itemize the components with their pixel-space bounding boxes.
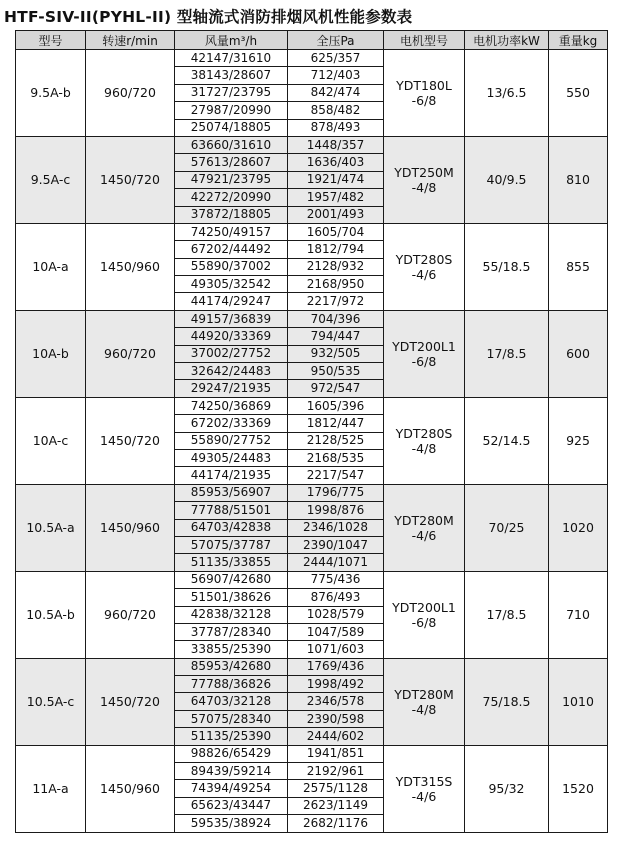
pressure-cell: 1812/447 [288, 415, 384, 432]
pressure-cell: 972/547 [288, 380, 384, 397]
airflow-cell: 44174/29247 [175, 293, 288, 310]
pressure-cell: 2217/547 [288, 467, 384, 484]
header-speed: 转速r/min [86, 31, 175, 50]
airflow-cell: 49305/32542 [175, 276, 288, 293]
airflow-cell: 89439/59214 [175, 763, 288, 780]
motor-power-cell: 75/18.5 [465, 658, 549, 745]
airflow-cell: 57075/28340 [175, 710, 288, 727]
motor-model-line1: YDT280M [394, 686, 454, 702]
model-group [16, 50, 608, 137]
motor-model-cell [384, 484, 465, 571]
motor-model-cell [384, 136, 465, 223]
airflow-cell: 49305/24483 [175, 449, 288, 466]
motor-model-line1: YDT280M [394, 512, 454, 528]
airflow-cell: 51135/25390 [175, 728, 288, 745]
motor-model-line2: -4/6 [411, 527, 437, 543]
pressure-cell: 2444/1071 [288, 554, 384, 571]
performance-table [15, 30, 608, 833]
model-cell: 10A-a [16, 223, 86, 310]
header-motor-power: 电机功率kW [465, 31, 549, 50]
header-motor-model: 电机型号 [384, 31, 465, 50]
speed-cell: 960/720 [86, 310, 175, 397]
header-pressure: 全压Pa [288, 31, 384, 50]
speed-cell: 1450/960 [86, 745, 175, 832]
airflow-cell: 47921/23795 [175, 171, 288, 188]
model-cell: 10.5A-a [16, 484, 86, 571]
motor-model-line2: -4/8 [411, 440, 437, 456]
speed-cell: 960/720 [86, 571, 175, 658]
motor-power-cell: 13/6.5 [465, 50, 549, 137]
motor-model-line1: YDT200L1 [392, 338, 456, 354]
weight-cell: 710 [549, 571, 608, 658]
pressure-cell: 2168/535 [288, 449, 384, 466]
pressure-cell: 878/493 [288, 119, 384, 136]
page-title: HTF-SIV-II(PYHL-II) 型轴流式消防排烟风机性能参数表 [4, 8, 413, 26]
airflow-cell: 37787/28340 [175, 623, 288, 640]
header-weight: 重量kg [549, 31, 608, 50]
speed-cell: 1450/720 [86, 397, 175, 484]
table-row [16, 484, 608, 501]
motor-model-line2: -6/8 [411, 353, 437, 369]
pressure-cell: 1071/603 [288, 641, 384, 658]
pressure-cell: 1796/775 [288, 484, 384, 501]
airflow-cell: 27987/20990 [175, 102, 288, 119]
pressure-cell: 2346/1028 [288, 519, 384, 536]
pressure-cell: 2682/1176 [288, 815, 384, 832]
motor-model-line2: -4/6 [411, 788, 437, 804]
airflow-cell: 44174/21935 [175, 467, 288, 484]
airflow-cell: 74250/36869 [175, 397, 288, 414]
airflow-cell: 98826/65429 [175, 745, 288, 762]
model-group [16, 136, 608, 223]
motor-power-cell: 17/8.5 [465, 310, 549, 397]
airflow-cell: 38143/28607 [175, 67, 288, 84]
airflow-cell: 64703/32128 [175, 693, 288, 710]
model-cell: 10.5A-b [16, 571, 86, 658]
model-cell: 10A-b [16, 310, 86, 397]
pressure-cell: 775/436 [288, 571, 384, 588]
pressure-cell: 2001/493 [288, 206, 384, 223]
pressure-cell: 1636/403 [288, 154, 384, 171]
weight-cell: 1520 [549, 745, 608, 832]
motor-model-line1: YDT200L1 [392, 599, 456, 615]
pressure-cell: 625/357 [288, 50, 384, 67]
pressure-cell: 794/447 [288, 328, 384, 345]
model-cell: 10.5A-c [16, 658, 86, 745]
airflow-cell: 42272/20990 [175, 189, 288, 206]
airflow-cell: 67202/33369 [175, 415, 288, 432]
pressure-cell: 1047/589 [288, 623, 384, 640]
pressure-cell: 2444/602 [288, 728, 384, 745]
airflow-cell: 32642/24483 [175, 363, 288, 380]
airflow-cell: 37872/18805 [175, 206, 288, 223]
pressure-cell: 1448/357 [288, 136, 384, 153]
motor-power-cell: 52/14.5 [465, 397, 549, 484]
airflow-cell: 74250/49157 [175, 223, 288, 240]
pressure-cell: 1028/579 [288, 606, 384, 623]
airflow-cell: 55890/37002 [175, 258, 288, 275]
motor-power-cell: 70/25 [465, 484, 549, 571]
airflow-cell: 63660/31610 [175, 136, 288, 153]
airflow-cell: 29247/21935 [175, 380, 288, 397]
pressure-cell: 1957/482 [288, 189, 384, 206]
pressure-cell: 1921/474 [288, 171, 384, 188]
airflow-cell: 44920/33369 [175, 328, 288, 345]
airflow-cell: 77788/51501 [175, 502, 288, 519]
motor-model-line1: YDT180L [396, 77, 452, 93]
motor-model-line2: -4/8 [411, 179, 437, 195]
pressure-cell: 2390/1047 [288, 536, 384, 553]
airflow-cell: 59535/38924 [175, 815, 288, 832]
airflow-cell: 42838/32128 [175, 606, 288, 623]
airflow-cell: 85953/42680 [175, 658, 288, 675]
airflow-cell: 33855/25390 [175, 641, 288, 658]
pressure-cell: 2168/950 [288, 276, 384, 293]
motor-power-cell: 95/32 [465, 745, 549, 832]
airflow-cell: 85953/56907 [175, 484, 288, 501]
model-group [16, 310, 608, 397]
motor-model-cell [384, 571, 465, 658]
pressure-cell: 2575/1128 [288, 780, 384, 797]
pressure-cell: 2128/932 [288, 258, 384, 275]
airflow-cell: 64703/42838 [175, 519, 288, 536]
airflow-cell: 51501/38626 [175, 589, 288, 606]
pressure-cell: 858/482 [288, 102, 384, 119]
weight-cell: 810 [549, 136, 608, 223]
airflow-cell: 56907/42680 [175, 571, 288, 588]
table-row [16, 223, 608, 240]
pressure-cell: 704/396 [288, 310, 384, 327]
airflow-cell: 31727/23795 [175, 84, 288, 101]
airflow-cell: 25074/18805 [175, 119, 288, 136]
table-row [16, 397, 608, 414]
airflow-cell: 37002/27752 [175, 345, 288, 362]
airflow-cell: 57613/28607 [175, 154, 288, 171]
motor-model-line1: YDT280S [395, 425, 453, 441]
airflow-cell: 65623/43447 [175, 797, 288, 814]
weight-cell: 925 [549, 397, 608, 484]
speed-cell: 960/720 [86, 50, 175, 137]
pressure-cell: 1812/794 [288, 241, 384, 258]
model-group [16, 658, 608, 745]
pressure-cell: 2623/1149 [288, 797, 384, 814]
weight-cell: 600 [549, 310, 608, 397]
motor-model-cell [384, 50, 465, 137]
motor-model-line1: YDT250M [394, 164, 454, 180]
pressure-cell: 2217/972 [288, 293, 384, 310]
motor-power-cell: 17/8.5 [465, 571, 549, 658]
header-airflow: 风量m³/h [175, 31, 288, 50]
model-group [16, 571, 608, 658]
model-cell: 10A-c [16, 397, 86, 484]
model-group [16, 223, 608, 310]
table-row [16, 310, 608, 327]
motor-model-line1: YDT280S [395, 251, 453, 267]
table-row [16, 571, 608, 588]
motor-model-cell [384, 397, 465, 484]
table-row [16, 658, 608, 675]
table-header-row [16, 31, 608, 50]
speed-cell: 1450/960 [86, 223, 175, 310]
airflow-cell: 57075/37787 [175, 536, 288, 553]
speed-cell: 1450/960 [86, 484, 175, 571]
table-row [16, 136, 608, 153]
model-group [16, 397, 608, 484]
table-row [16, 745, 608, 762]
airflow-cell: 74394/49254 [175, 780, 288, 797]
pressure-cell: 2192/961 [288, 763, 384, 780]
weight-cell: 550 [549, 50, 608, 137]
motor-model-cell [384, 310, 465, 397]
pressure-cell: 2128/525 [288, 432, 384, 449]
model-group [16, 484, 608, 571]
motor-model-line2: -4/8 [411, 701, 437, 717]
pressure-cell: 1941/851 [288, 745, 384, 762]
pressure-cell: 842/474 [288, 84, 384, 101]
pressure-cell: 1998/492 [288, 676, 384, 693]
motor-power-cell: 40/9.5 [465, 136, 549, 223]
motor-model-cell [384, 658, 465, 745]
airflow-cell: 42147/31610 [175, 50, 288, 67]
motor-model-line1: YDT315S [395, 773, 453, 789]
model-group [16, 745, 608, 832]
airflow-cell: 49157/36839 [175, 310, 288, 327]
pressure-cell: 932/505 [288, 345, 384, 362]
weight-cell: 855 [549, 223, 608, 310]
motor-model-cell [384, 223, 465, 310]
motor-model-line2: -4/6 [411, 266, 437, 282]
model-cell: 9.5A-b [16, 50, 86, 137]
airflow-cell: 55890/27752 [175, 432, 288, 449]
pressure-cell: 950/535 [288, 363, 384, 380]
speed-cell: 1450/720 [86, 136, 175, 223]
weight-cell: 1010 [549, 658, 608, 745]
model-cell: 9.5A-c [16, 136, 86, 223]
table-row [16, 50, 608, 67]
pressure-cell: 1998/876 [288, 502, 384, 519]
model-cell: 11A-a [16, 745, 86, 832]
pressure-cell: 712/403 [288, 67, 384, 84]
pressure-cell: 2346/578 [288, 693, 384, 710]
pressure-cell: 1769/436 [288, 658, 384, 675]
airflow-cell: 77788/36826 [175, 676, 288, 693]
header-model: 型号 [16, 31, 86, 50]
motor-model-cell [384, 745, 465, 832]
airflow-cell: 51135/33855 [175, 554, 288, 571]
pressure-cell: 2390/598 [288, 710, 384, 727]
motor-model-line2: -6/8 [411, 614, 437, 630]
pressure-cell: 876/493 [288, 589, 384, 606]
motor-power-cell: 55/18.5 [465, 223, 549, 310]
pressure-cell: 1605/396 [288, 397, 384, 414]
airflow-cell: 67202/44492 [175, 241, 288, 258]
weight-cell: 1020 [549, 484, 608, 571]
motor-model-line2: -6/8 [411, 92, 437, 108]
speed-cell: 1450/720 [86, 658, 175, 745]
pressure-cell: 1605/704 [288, 223, 384, 240]
